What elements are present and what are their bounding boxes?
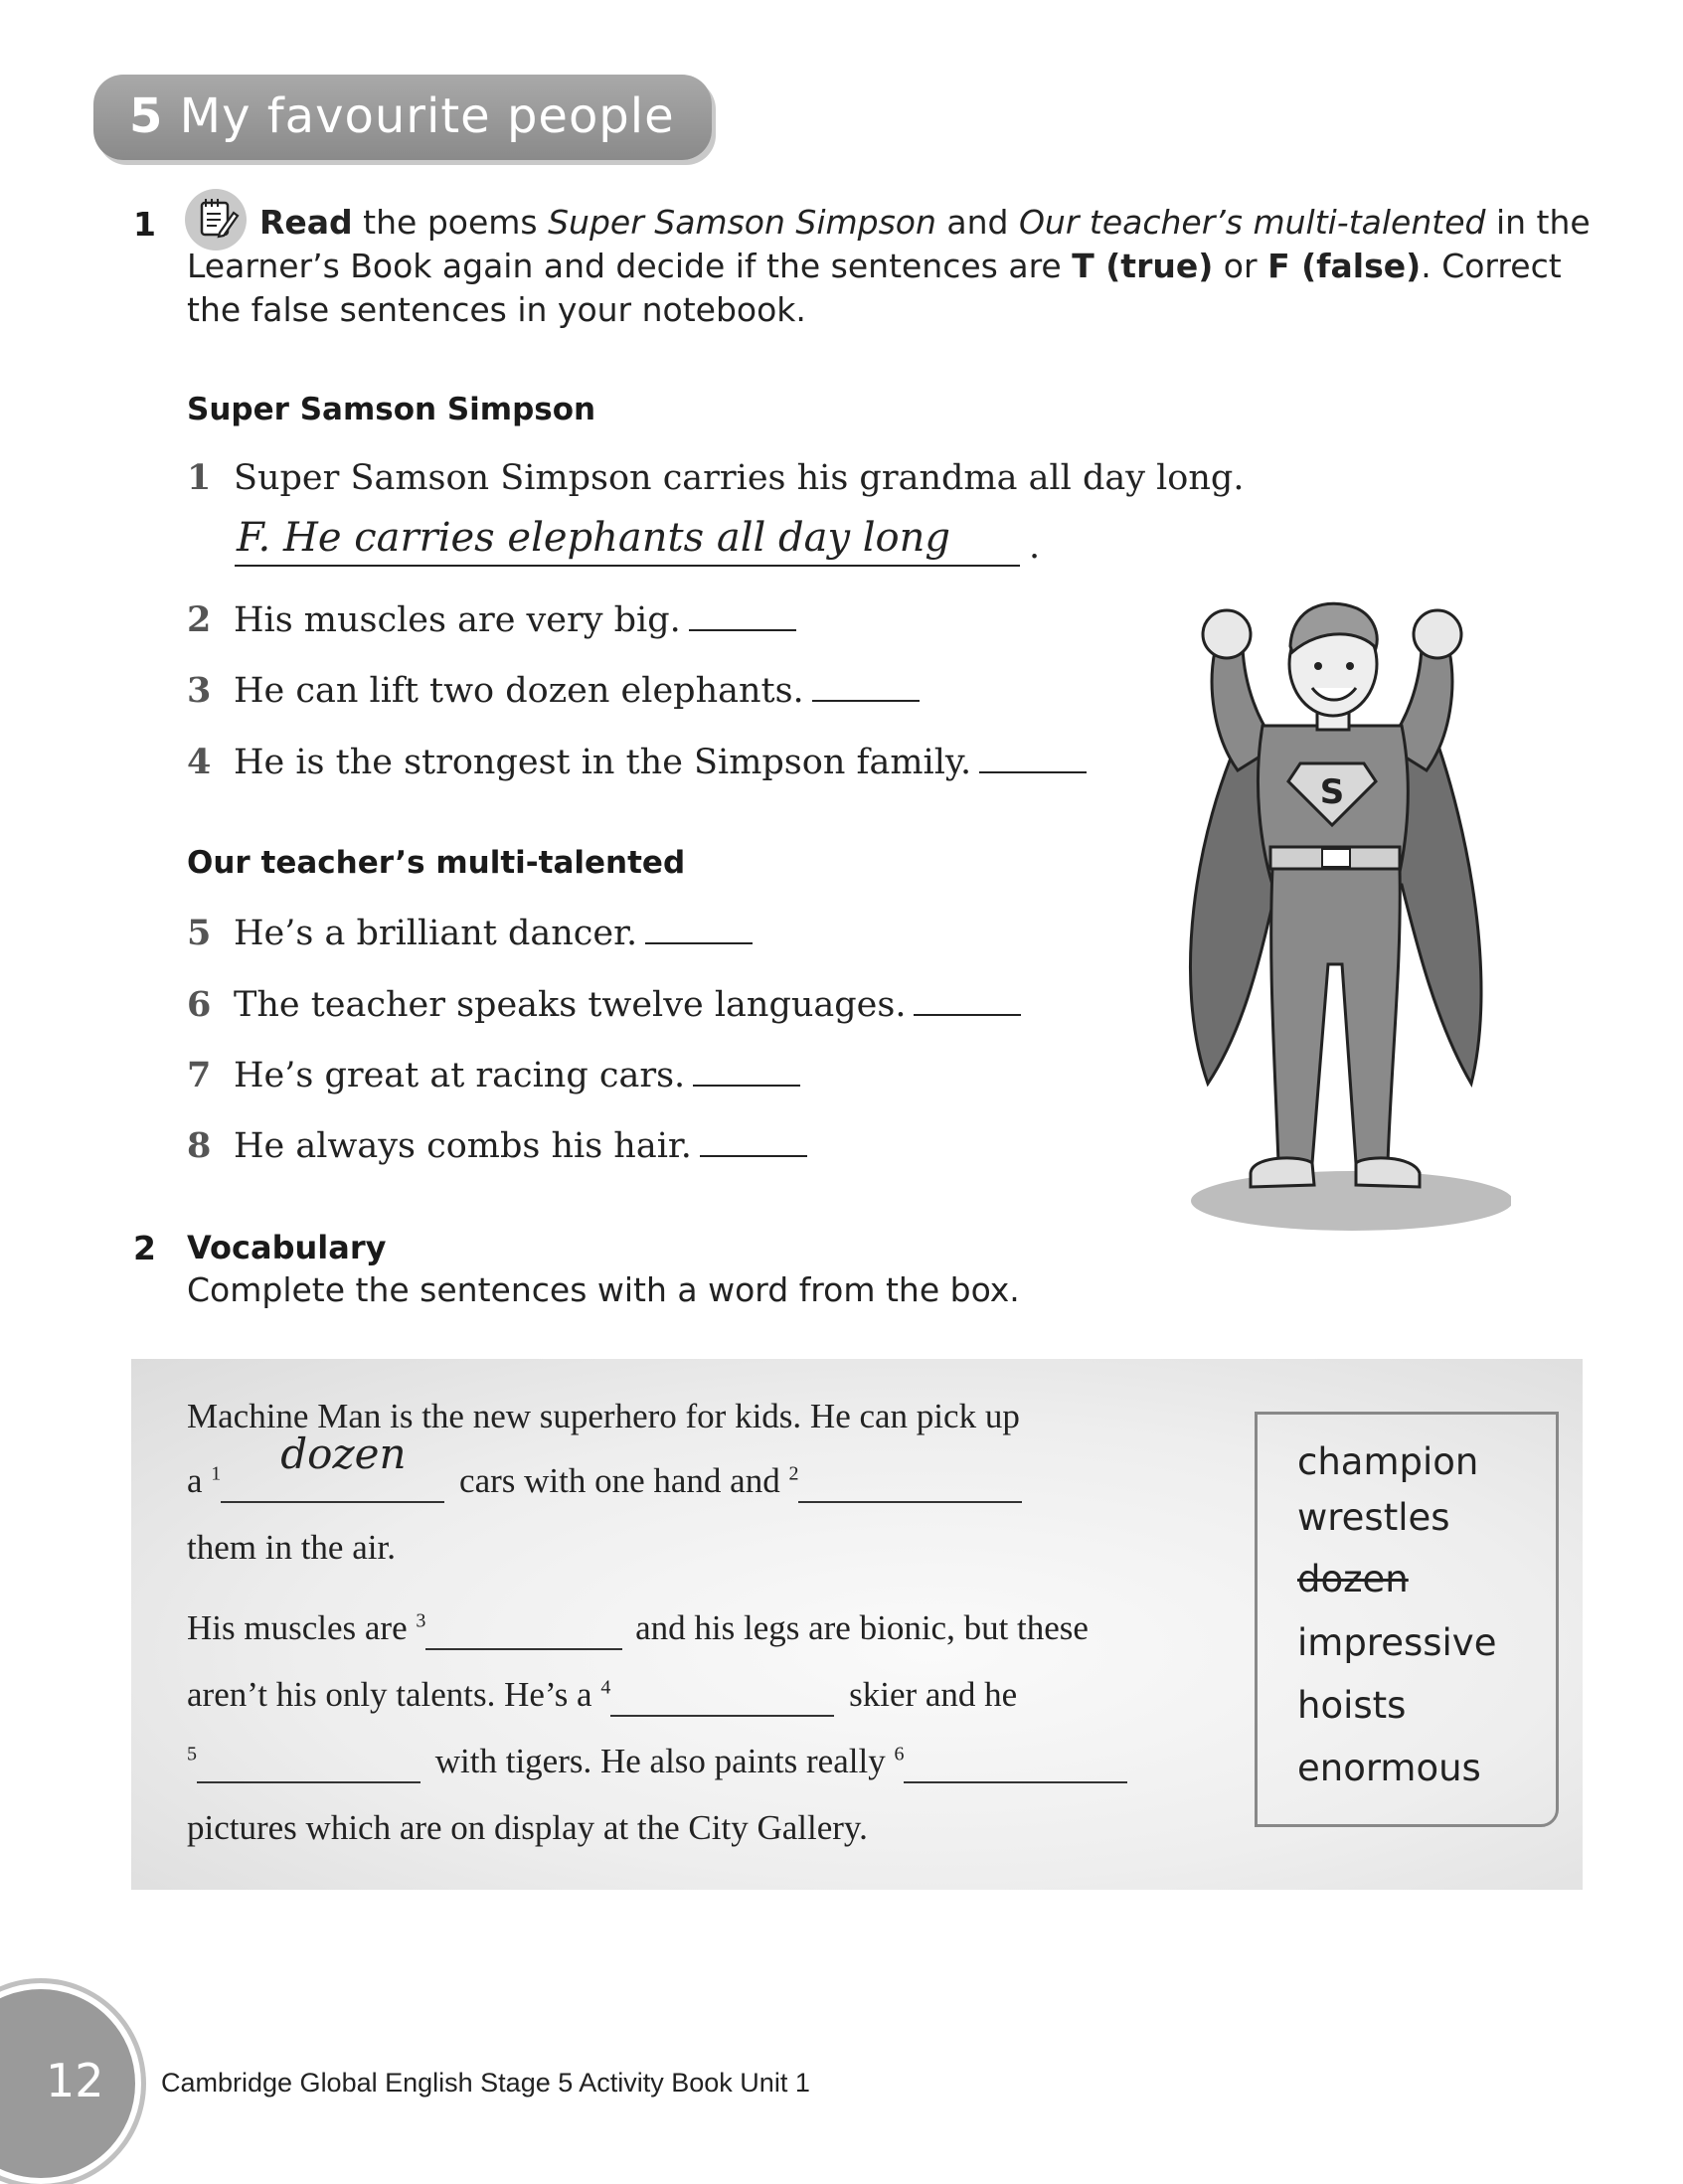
answer-blank-3[interactable] xyxy=(812,700,920,702)
statement-8: 8 He always combs his hair. xyxy=(187,1125,807,1166)
statement-4: 4 He is the strongest in the Simpson family. xyxy=(187,742,1087,782)
unit-title: 5 My favourite people xyxy=(129,88,675,144)
answer-blank-5[interactable] xyxy=(645,942,753,944)
word-hoists: hoists xyxy=(1297,1684,1407,1727)
gap-2[interactable] xyxy=(798,1461,1022,1503)
paragraph-line-1: Machine Man is the new superhero for kids. He can pick up xyxy=(187,1397,1020,1435)
page-number: 12 xyxy=(46,2054,104,2107)
word-champion: champion xyxy=(1297,1440,1479,1483)
paragraph-line-4: His muscles are $^3$ and his legs are bionic, but these xyxy=(187,1608,1089,1650)
word-enormous: enormous xyxy=(1297,1747,1481,1789)
statement-1: 1 Super Samson Simpson carries his grandma all day long. xyxy=(187,457,1245,498)
gap-4[interactable] xyxy=(610,1675,834,1717)
answer-1-period: . xyxy=(1029,527,1041,567)
paragraph-line-7: pictures which are on display at the City Gallery. xyxy=(187,1808,868,1847)
paragraph-line-6: $^5$ with tigers. He also paints really $^6$ xyxy=(187,1742,1127,1783)
exercise-1-instruction-line3: the false sentences in your notebook. xyxy=(187,290,806,329)
exercise-1-instruction-line1: Read the poems Super Samson Simpson and Our teacher’s multi-talented in the xyxy=(259,203,1591,242)
word-dozen-crossed: dozen xyxy=(1297,1558,1409,1600)
paragraph-line-2: a $^1$ dozen cars with one hand and $^2$ xyxy=(187,1461,1022,1503)
answer-blank-4[interactable] xyxy=(979,771,1087,773)
gap-5[interactable] xyxy=(197,1742,421,1783)
section-heading-our-teacher: Our teacher’s multi-talented xyxy=(187,845,686,881)
exercise-1-instruction-line2: Learner’s Book again and decide if the sentences are T (true) or F (false). Correct xyxy=(187,247,1562,285)
exercise-2-title: Vocabulary xyxy=(187,1229,387,1266)
statement-7: 7 He’s great at racing cars. xyxy=(187,1055,800,1095)
answer-blank-8[interactable] xyxy=(700,1155,807,1157)
section-heading-super-samson: Super Samson Simpson xyxy=(187,392,596,427)
superhero-illustration xyxy=(1153,587,1511,1233)
answer-1: F. He carries elephants all day long xyxy=(237,515,951,561)
footer-text: Cambridge Global English Stage 5 Activity Book Unit 1 xyxy=(161,2068,810,2098)
statement-5: 5 He’s a brilliant dancer. xyxy=(187,913,753,953)
unit-title-banner xyxy=(93,75,712,160)
notebook-pencil-icon xyxy=(185,189,247,251)
statement-3: 3 He can lift two dozen elephants. xyxy=(187,670,920,711)
answer-blank-7[interactable] xyxy=(693,1085,800,1087)
exercise-1-number: 1 xyxy=(133,205,156,244)
answer-blank-6[interactable] xyxy=(914,1014,1021,1016)
word-box xyxy=(1255,1412,1559,1827)
exercise-2-number: 2 xyxy=(133,1229,156,1267)
paragraph-line-3: them in the air. xyxy=(187,1528,396,1567)
gap-3[interactable] xyxy=(425,1608,622,1650)
statement-6: 6 The teacher speaks twelve languages. xyxy=(187,984,1021,1025)
gap-1[interactable] xyxy=(221,1429,444,1503)
answer-line-1[interactable] xyxy=(235,515,1020,567)
svg-text:S: S xyxy=(1319,772,1345,812)
word-wrestles: wrestles xyxy=(1297,1496,1450,1539)
paragraph-line-5: aren’t his only talents. He’s a $^4$ skier and he xyxy=(187,1675,1017,1717)
word-impressive: impressive xyxy=(1297,1621,1497,1664)
gap-6[interactable] xyxy=(904,1742,1127,1783)
statement-2: 2 His muscles are very big. xyxy=(187,599,796,640)
answer-blank-2[interactable] xyxy=(689,629,796,631)
gap-1-answer: dozen xyxy=(280,1429,407,1478)
exercise-2-instruction: Complete the sentences with a word from the box. xyxy=(187,1270,1020,1309)
